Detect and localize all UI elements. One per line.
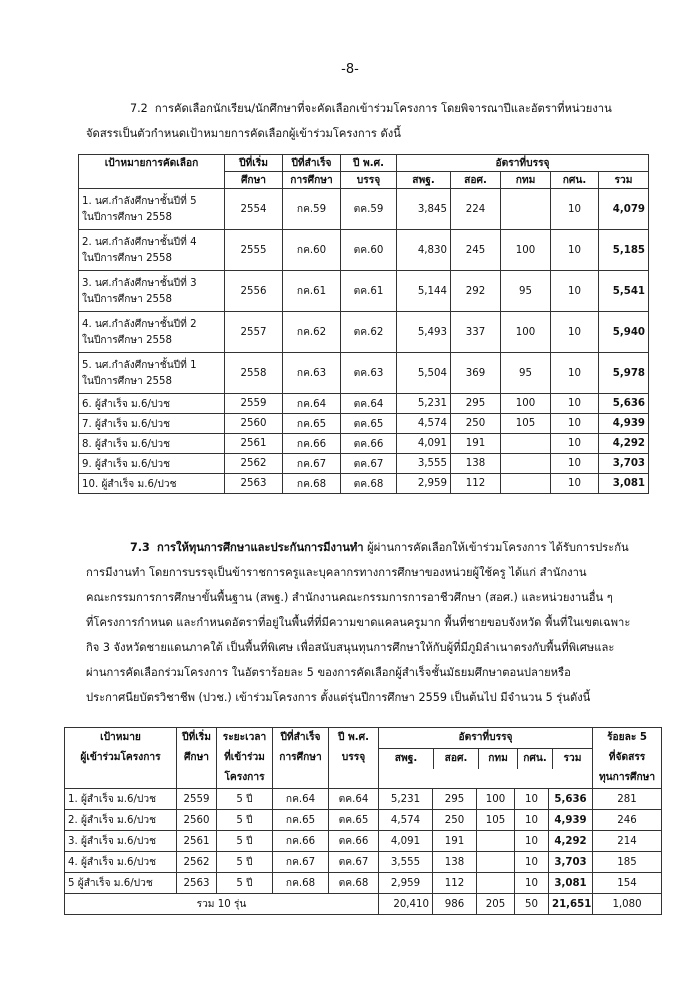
c-cell — [501, 474, 551, 494]
total-cell: 5,636 — [549, 789, 593, 810]
year-cell: ตค.67 — [341, 454, 397, 474]
start-cell: 2559 — [177, 789, 217, 810]
start-cell: 2563 — [225, 474, 283, 494]
start-cell: 2558 — [225, 353, 283, 394]
grad-cell: กค.59 — [283, 189, 341, 230]
d-cell: 10 — [551, 353, 599, 394]
c-cell — [477, 852, 515, 873]
grad-cell: กค.63 — [283, 353, 341, 394]
header-total: รวม — [599, 172, 649, 189]
b-cell: 138 — [433, 852, 477, 873]
d-cell: 10 — [551, 312, 599, 353]
target-cell: 8. ผู้สำเร็จ ม.6/ปวช — [79, 434, 225, 454]
total-cell: 3,081 — [549, 873, 593, 894]
grad-cell: กค.68 — [283, 474, 341, 494]
b-cell: 224 — [451, 189, 501, 230]
d-cell: 10 — [515, 873, 549, 894]
header-obec: สพฐ. — [397, 172, 451, 189]
grad-cell: กค.61 — [283, 271, 341, 312]
year-cell: ตค.68 — [341, 474, 397, 494]
a-cell: 4,830 — [397, 230, 451, 271]
a-cell: 2,959 — [397, 474, 451, 494]
c-cell: 95 — [501, 271, 551, 312]
d-cell: 10 — [551, 414, 599, 434]
dur-cell: 5 ปี — [217, 852, 273, 873]
a-cell: 3,555 — [379, 852, 433, 873]
table-row — [79, 454, 649, 474]
b-cell: 138 — [451, 454, 501, 474]
table-row — [79, 312, 649, 353]
target-cell: 5. นศ.กำลังศึกษาชั้นปีที่ 1 ในปีการศึกษา 2558 — [79, 353, 225, 394]
a-cell: 5,493 — [397, 312, 451, 353]
total-row — [65, 894, 662, 915]
a-cell: 5,231 — [379, 789, 433, 810]
target-cell: 1. นศ.กำลังศึกษาชั้นปีที่ 5 ในปีการศึกษา 2558 — [79, 189, 225, 230]
a-cell: 3,555 — [397, 454, 451, 474]
target-cell: 3. นศ.กำลังศึกษาชั้นปีที่ 3 ในปีการศึกษา 2558 — [79, 271, 225, 312]
b-cell: 191 — [433, 831, 477, 852]
target-cell: 1. ผู้สำเร็จ ม.6/ปวช — [65, 789, 177, 810]
target-cell: 3. ผู้สำเร็จ ม.6/ปวช — [65, 831, 177, 852]
total-cell: 3,703 — [549, 852, 593, 873]
header-ovec: สอศ. — [451, 172, 501, 189]
b-cell: 112 — [433, 873, 477, 894]
grad-cell: กค.62 — [283, 312, 341, 353]
d-cell: 10 — [515, 852, 549, 873]
table-row — [65, 831, 662, 852]
c-cell: 100 — [501, 394, 551, 414]
d-cell: 10 — [551, 394, 599, 414]
target-cell: 10. ผู้สำเร็จ ม.6/ปวช — [79, 474, 225, 494]
header-grad: ปีที่สำเร็จ — [283, 155, 341, 172]
year-cell: ตค.66 — [329, 831, 379, 852]
d-cell: 10 — [515, 831, 549, 852]
year-cell: ตค.66 — [341, 434, 397, 454]
pct-cell: 246 — [593, 810, 662, 831]
start-cell: 2563 — [177, 873, 217, 894]
table-row — [65, 810, 662, 831]
grad-cell: กค.68 — [273, 873, 329, 894]
grad-cell: กค.64 — [273, 789, 329, 810]
c-cell — [501, 434, 551, 454]
d-cell: 10 — [551, 271, 599, 312]
year-cell: ตค.67 — [329, 852, 379, 873]
b-cell: 191 — [451, 434, 501, 454]
target-cell: 9. ผู้สำเร็จ ม.6/ปวช — [79, 454, 225, 474]
start-cell: 2557 — [225, 312, 283, 353]
table-row — [65, 873, 662, 894]
table-row — [65, 852, 662, 873]
scholarship-table — [64, 727, 662, 915]
start-cell: 2554 — [225, 189, 283, 230]
total-d-cell: 50 — [515, 894, 549, 915]
a-cell: 3,845 — [397, 189, 451, 230]
c-cell: 95 — [501, 353, 551, 394]
a-cell: 5,504 — [397, 353, 451, 394]
year-cell: ตค.65 — [329, 810, 379, 831]
d-cell: 10 — [551, 454, 599, 474]
header-target: เป้าหมายการคัดเลือก — [79, 155, 225, 189]
t2-header-grad: ปีที่สำเร็จ การศึกษา — [273, 728, 329, 789]
d-cell: 10 — [515, 789, 549, 810]
year-cell: ตค.65 — [341, 414, 397, 434]
start-cell: 2561 — [225, 434, 283, 454]
dur-cell: 5 ปี — [217, 873, 273, 894]
total-cell: 3,703 — [599, 454, 649, 474]
b-cell: 295 — [451, 394, 501, 414]
year-cell: ตค.62 — [341, 312, 397, 353]
total-cell: 5,940 — [599, 312, 649, 353]
year-cell: ตค.61 — [341, 271, 397, 312]
total-c-cell: 205 — [477, 894, 515, 915]
total-cell: 5,636 — [599, 394, 649, 414]
t2-header-start: ปีที่เริ่ม ศึกษา — [177, 728, 217, 789]
b-cell: 337 — [451, 312, 501, 353]
table-row — [79, 414, 649, 434]
header-year: ปี พ.ศ. — [341, 155, 397, 172]
c-cell: 100 — [501, 312, 551, 353]
total-cell: 4,292 — [549, 831, 593, 852]
t2-header-year: ปี พ.ศ. บรรจุ — [329, 728, 379, 789]
b-cell: 295 — [433, 789, 477, 810]
b-cell: 292 — [451, 271, 501, 312]
c-cell — [477, 873, 515, 894]
total-b-cell: 986 — [433, 894, 477, 915]
a-cell: 2,959 — [379, 873, 433, 894]
start-cell: 2562 — [225, 454, 283, 474]
page-number: -8- — [341, 62, 359, 77]
target-cell: 7. ผู้สำเร็จ ม.6/ปวช — [79, 414, 225, 434]
total-cell: 4,079 — [599, 189, 649, 230]
a-cell: 4,091 — [397, 434, 451, 454]
header-bma: กทม — [501, 172, 551, 189]
table-row — [79, 230, 649, 271]
grad-cell: กค.66 — [273, 831, 329, 852]
pct-cell: 281 — [593, 789, 662, 810]
header-start: ปีที่เริ่ม — [225, 155, 283, 172]
c-cell — [501, 189, 551, 230]
year-cell: ตค.64 — [341, 394, 397, 414]
table-row — [79, 271, 649, 312]
total-cell: 5,541 — [599, 271, 649, 312]
target-cell: 5 ผู้สำเร็จ ม.6/ปวช — [65, 873, 177, 894]
t2-header-target: เป้าหมาย ผู้เข้าร่วมโครงการ — [65, 728, 177, 789]
table-row — [79, 474, 649, 494]
start-cell: 2556 — [225, 271, 283, 312]
start-cell: 2562 — [177, 852, 217, 873]
target-cell: 4. ผู้สำเร็จ ม.6/ปวช — [65, 852, 177, 873]
start-cell: 2560 — [177, 810, 217, 831]
b-cell: 369 — [451, 353, 501, 394]
total-cell: 5,185 — [599, 230, 649, 271]
grad-cell: กค.64 — [283, 394, 341, 414]
year-cell: ตค.60 — [341, 230, 397, 271]
total-cell: 4,939 — [599, 414, 649, 434]
total-cell: 3,081 — [599, 474, 649, 494]
total-total-cell: 21,651 — [549, 894, 593, 915]
target-cell: 4. นศ.กำลังศึกษาชั้นปีที่ 2 ในปีการศึกษา 2558 — [79, 312, 225, 353]
dur-cell: 5 ปี — [217, 810, 273, 831]
table-row — [79, 189, 649, 230]
a-cell: 4,574 — [397, 414, 451, 434]
pct-cell: 185 — [593, 852, 662, 873]
c-cell: 105 — [477, 810, 515, 831]
target-cell: 6. ผู้สำเร็จ ม.6/ปวช — [79, 394, 225, 414]
table-row — [79, 353, 649, 394]
table-row — [79, 434, 649, 454]
grad-cell: กค.67 — [283, 454, 341, 474]
d-cell: 10 — [551, 434, 599, 454]
start-cell: 2559 — [225, 394, 283, 414]
table-row — [79, 394, 649, 414]
recruitment-table: เป้าหมายการคัดเลือก ปีที่เริ่ม ปีที่สำเร็จ ปี พ.ศ. อัตราที่บรรจุ ศึกษา การศึกษา บรรจุ สพฐ. สอศ. กทม กศน. รวม 1. นศ.กำลังศึกษาชั้นปีที่ 5 ในปีการศึกษา 2558 2554 กค.59 ตค.59 3,845 224 10 4,079 2. นศ.กำลังศึกษาชั้นปีที่ 4 ในปีการศึกษา 2558 2555 กค.60 ตค.60 4,830 245 100 10 5,185 3. นศ.กำลังศึกษาชั้นปีที่ 3 ในปีการศึกษา 2558 2556 กค.61 ตค.61 5,144 292 95 10 5,541 4. นศ.กำลังศึกษาชั้นปีที่ 2 ในปีการศึกษา 2558 2557 กค.62 ตค.62 5,493 337 100 10 5,940 5. นศ.กำลังศึกษาชั้นปีที่ 1 ในปีการศึกษา 2558 2558 กค.63 ตค.63 5,504 369 95 10 5,978 6. ผู้สำเร็จ ม.6/ปวช 2559 กค.64 ตค.64 5,231 295 100 10 5,636 7. ผู้สำเร็จ ม.6/ปวช 2560 กค.65 ตค.65 4,574 250 105 10 4,939 8. ผู้สำเร็จ ม.6/ปวช 2561 กค.66 ตค.66 4,091 191 10 4,292 9. ผู้สำเร็จ ม.6/ปวช 2562 กค.67 ตค.67 3,555 138 10 3,703 10. ผู้สำเร็จ ม.6/ปวช 2563 กค.68 ตค.68 2,959 112 10 3,081 — [78, 154, 649, 494]
total-label: รวม 10 รุ่น — [65, 894, 379, 915]
d-cell: 10 — [515, 810, 549, 831]
header-rate: อัตราที่บรรจุ — [397, 155, 649, 172]
b-cell: 245 — [451, 230, 501, 271]
c-cell — [501, 454, 551, 474]
a-cell: 5,144 — [397, 271, 451, 312]
t2-header-rate: อัตราที่บรรจุ สพฐ. สอศ. กทม กศน. รวม — [379, 728, 593, 789]
a-cell: 4,091 — [379, 831, 433, 852]
c-cell — [477, 831, 515, 852]
target-cell: 2. ผู้สำเร็จ ม.6/ปวช — [65, 810, 177, 831]
dur-cell: 5 ปี — [217, 789, 273, 810]
dur-cell: 5 ปี — [217, 831, 273, 852]
b-cell: 112 — [451, 474, 501, 494]
grad-cell: กค.60 — [283, 230, 341, 271]
start-cell: 2555 — [225, 230, 283, 271]
total-cell: 4,292 — [599, 434, 649, 454]
d-cell: 10 — [551, 474, 599, 494]
c-cell: 100 — [501, 230, 551, 271]
year-cell: ตค.64 — [329, 789, 379, 810]
total-cell: 5,978 — [599, 353, 649, 394]
year-cell: ตค.63 — [341, 353, 397, 394]
grad-cell: กค.67 — [273, 852, 329, 873]
c-cell: 100 — [477, 789, 515, 810]
year-cell: ตค.68 — [329, 873, 379, 894]
year-cell: ตค.59 — [341, 189, 397, 230]
total-pct-cell: 1,080 — [593, 894, 662, 915]
total-a-cell: 20,410 — [379, 894, 433, 915]
target-cell: 2. นศ.กำลังศึกษาชั้นปีที่ 4 ในปีการศึกษา 2558 — [79, 230, 225, 271]
section-7-3-number: 7.3 — [130, 541, 150, 554]
t2-header-duration: ระยะเวลา ที่เข้าร่วม โครงการ — [217, 728, 273, 789]
header-nfe: กศน. — [551, 172, 599, 189]
grad-cell: กค.65 — [283, 414, 341, 434]
grad-cell: กค.66 — [283, 434, 341, 454]
c-cell: 105 — [501, 414, 551, 434]
a-cell: 5,231 — [397, 394, 451, 414]
section-7-2-text: 7.2 การคัดเลือกนักเรียน/นักศึกษาที่จะคัดเลือกเข้าร่วมโครงการ โดยพิจารณาปีและอัตราที่หน่วยงาน จัดสรรเป็นตัวกำหนดเป้าหมายการคัดเลือกผู้เข้าร่วมโครงการ ดังนี้ — [86, 102, 612, 140]
t2-header-percent: ร้อยละ 5 ที่จัดสรร ทุนการศึกษา — [593, 728, 662, 789]
start-cell: 2561 — [177, 831, 217, 852]
pct-cell: 214 — [593, 831, 662, 852]
start-cell: 2560 — [225, 414, 283, 434]
total-cell: 4,939 — [549, 810, 593, 831]
table-row — [65, 789, 662, 810]
pct-cell: 154 — [593, 873, 662, 894]
b-cell: 250 — [451, 414, 501, 434]
section-7-2-number: 7.2 — [130, 102, 148, 115]
b-cell: 250 — [433, 810, 477, 831]
d-cell: 10 — [551, 189, 599, 230]
section-7-3-text: 7.3 การให้ทุนการศึกษาและประกันการมีงานทำ ผู้ผ่านการคัดเลือกให้เข้าร่วมโครงการ ได้รับการประกัน การมีงานทำ โดยการบรรจุเป็นข้าราชการครูและบุคลากรทางการศึกษาของหน่วยผู้ใช้ครู ได้แก่ สำนักงาน คณะกรรมการการศึกษาขั้นพื้นฐาน (สพฐ.) สำนักงานคณะกรรมการการอาชีวศึกษา (สอศ.) และหน่วยงานอื่น ๆ ที่โครงการกำหนด และกำหนดอัตราที่อยู่ในพื้นที่ที่มีความขาดแคลนครูมาก พื้นที่ชายขอบจังหวัด พื้นที่ในเขตเฉพาะ กิจ 3 จังหวัดชายแดนภาคใต้ เป็นพื้นที่พิเศษ เพื่อสนับสนุนทุนการศึกษาให้กับผู้ที่มีภูมิลำเนาตรงกับพื้นที่พิเศษและ ผ่านการคัดเลือกร่วมโครงการ ในอัตราร้อยละ 5 ของการคัดเลือกผู้สำเร็จชั้นมัธยมศึกษาตอนปลายหรือ ประกาศนียบัตรวิชาชีพ (ปวช.) เข้าร่วมโครงการ ตั้งแต่รุ่นปีการศึกษา 2559 เป็นต้นไป มีจำนวน 5 รุ่นดังนี้ — [86, 541, 631, 704]
d-cell: 10 — [551, 230, 599, 271]
grad-cell: กค.65 — [273, 810, 329, 831]
section-7-3-title: การให้ทุนการศึกษาและประกันการมีงานทำ — [156, 541, 364, 554]
a-cell: 4,574 — [379, 810, 433, 831]
